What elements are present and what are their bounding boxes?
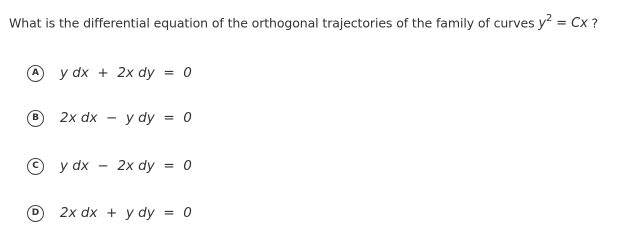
question-text (9, 14, 598, 31)
question-stem: What is the differential equation of the orthogonal trajectories of the family of curves (9, 15, 539, 31)
option-c-radio[interactable]: C (27, 158, 44, 175)
option-d-radio[interactable]: D (27, 205, 44, 222)
option-d-text: 2x dx + y dy = 0 (60, 205, 192, 221)
option-b-radio[interactable]: B (27, 110, 44, 127)
option-a-text: y dx + 2x dy = 0 (60, 65, 192, 81)
option-b[interactable] (27, 108, 192, 128)
option-c[interactable] (27, 156, 192, 176)
question-equation: $y^2 = Cx$ (538, 13, 588, 32)
option-c-text: y dx − 2x dy = 0 (60, 158, 192, 174)
option-a-radio[interactable]: A (27, 65, 44, 82)
question-mark: ? (587, 15, 599, 31)
option-d[interactable] (27, 203, 192, 223)
option-a[interactable] (27, 63, 192, 83)
option-b-text: 2x dx − y dy = 0 (60, 110, 192, 126)
